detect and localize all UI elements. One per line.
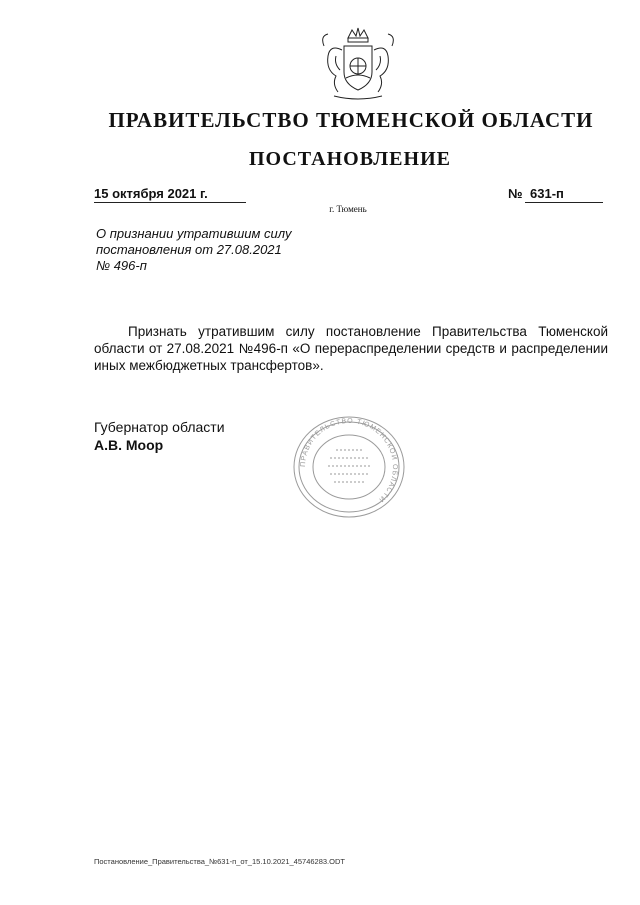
document-number: 631-п: [525, 186, 603, 203]
body-paragraph: [94, 323, 608, 374]
body-text: Признать утратившим силу постановление Правительства Тюменской области от 27.08.2021 №496-п «О перераспределении средств и распределении иных межбюджетных трансфертов».: [94, 324, 608, 373]
number-sign: №: [508, 186, 523, 201]
footer-filename: Постановление_Правительства_№631-п_от_15.10.2021_45746283.ODT: [94, 857, 345, 866]
subject-line: № 496-п: [96, 258, 147, 273]
signatory-name: А.В. Моор: [94, 437, 164, 453]
subject-line: О признании утратившим силу: [96, 226, 292, 241]
document-type: ПОСТАНОВЛЕНИЕ: [249, 148, 451, 170]
document-date: 15 октября 2021 г.: [94, 186, 246, 203]
organization-title: ПРАВИТЕЛЬСТВО ТЮМЕНСКОЙ ОБЛАСТИ: [108, 108, 594, 132]
document-city: г. Тюмень: [329, 204, 367, 214]
tyumen-coat-of-arms-icon: [316, 26, 400, 104]
subject-line: постановления от 27.08.2021: [96, 242, 282, 257]
signatory-title: Губернатор области: [94, 419, 225, 435]
seal-ring-text: ПРАВИТЕЛЬСТВО ТЮМЕНСКОЙ ОБЛАСТИ: [299, 417, 399, 504]
document-subject: [96, 226, 326, 274]
official-seal-icon: [290, 414, 408, 520]
